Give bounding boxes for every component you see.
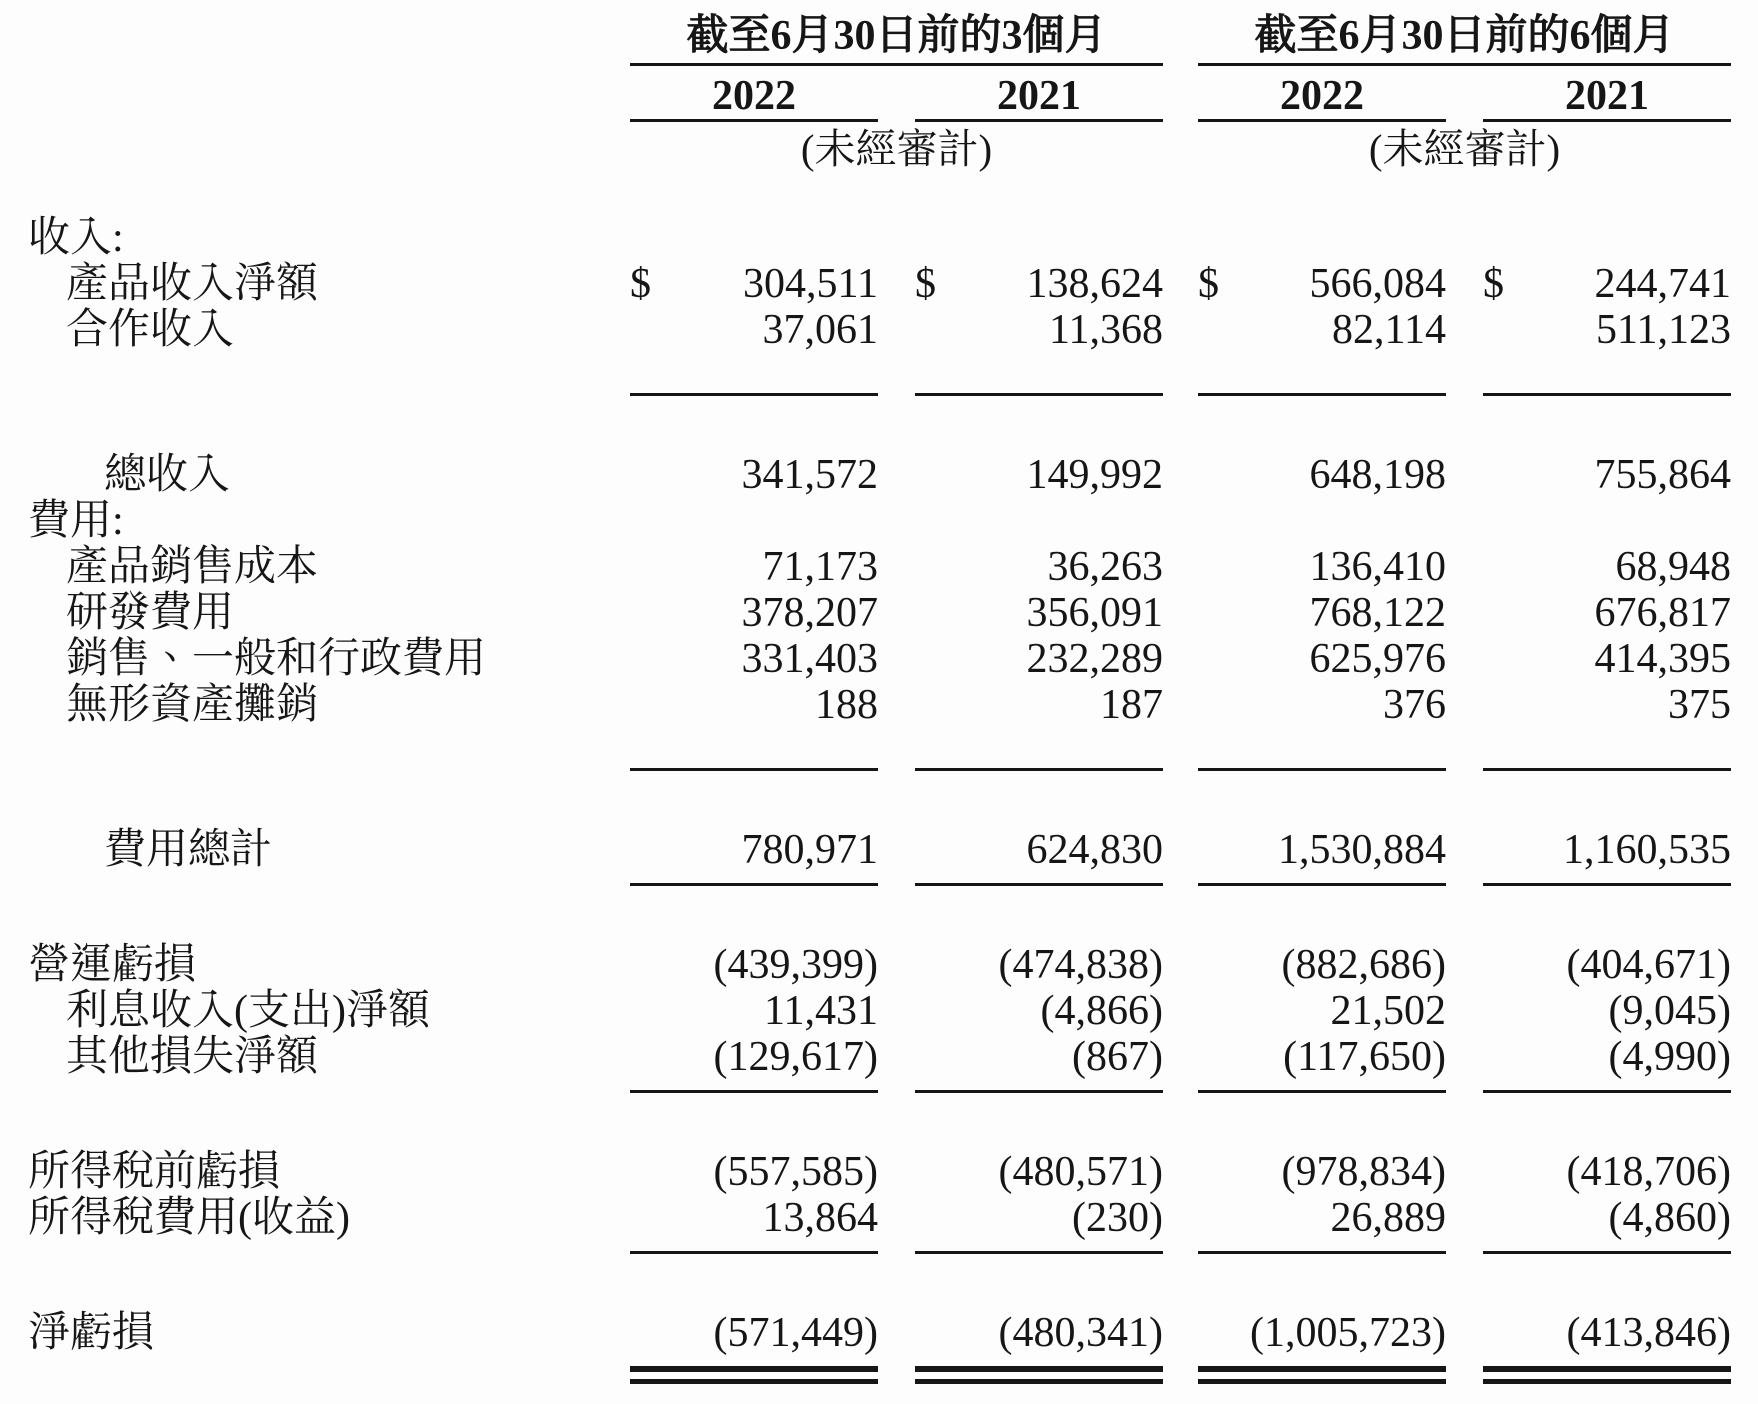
value: (571,449) [713,1310,878,1356]
table-row [28,307,1758,353]
value: 648,198 [1309,452,1446,498]
table-row [28,682,1758,728]
unaudited-note-3m: (未經審計) [800,126,993,172]
table-row [28,942,1758,988]
value-cell [915,1195,1163,1241]
table-row [28,544,1758,590]
value: 375 [1668,682,1731,728]
header-year-row [28,66,1758,122]
value-cell [630,1310,878,1356]
value-cell [1198,307,1446,353]
value-cell [1483,827,1731,873]
single-rule [630,1241,878,1254]
value-cell [1483,942,1731,988]
table-body [28,215,1758,1384]
single-rule [915,353,1163,396]
value-cell [630,1195,878,1241]
value-cell [1198,1149,1446,1195]
value: (557,585) [713,1149,878,1195]
value: 341,572 [741,452,878,498]
row-label: 研發費用 [66,590,235,636]
value-cell [1198,942,1446,988]
value-cell [915,942,1163,988]
value-cell [630,452,878,498]
row-label: 收入: [28,215,124,261]
row-label: 營運虧損 [28,942,197,988]
value: 232,289 [1026,636,1163,682]
row-label: 費用: [28,498,124,544]
value: 625,976 [1309,636,1446,682]
value-cell [1198,827,1446,873]
value: 37,061 [762,307,878,353]
value: (480,341) [998,1310,1163,1356]
single-rule [1198,1241,1446,1254]
value: (1,005,723) [1250,1310,1446,1356]
value-cell [1198,1195,1446,1241]
value: 511,123 [1596,307,1731,353]
table-row [28,1195,1758,1241]
single-rule [915,1080,1163,1093]
value-cell [1198,682,1446,728]
value: 187 [1100,682,1163,728]
period-header-3m: 截至6月30日前的3個月 [630,12,1163,66]
value: (413,846) [1566,1310,1731,1356]
single-rule [1483,728,1731,771]
row-label: 產品收入淨額 [66,261,319,307]
rule-row [28,353,1758,396]
double-rule [630,1366,878,1384]
row-label: 其他損失淨額 [66,1034,319,1080]
double-rule [915,1366,1163,1384]
value-cell [1483,261,1731,307]
value-cell [1198,636,1446,682]
rule-row [28,728,1758,771]
rule-row [28,1356,1758,1384]
table-row [28,215,1758,261]
single-rule [1198,353,1446,396]
value-cell [630,1149,878,1195]
currency-symbol: $ [915,261,936,307]
value-cell [1198,1310,1446,1356]
value: 331,403 [741,636,878,682]
single-rule [1198,873,1446,886]
value-cell [915,827,1163,873]
value: 21,502 [1330,988,1446,1034]
value-cell [915,261,1163,307]
currency-symbol: $ [1483,261,1504,307]
value-cell [1198,590,1446,636]
value-cell [630,261,878,307]
double-rule [1483,1366,1731,1384]
header-group-row [28,12,1758,66]
single-rule [630,873,878,886]
single-rule [1483,353,1731,396]
year-label-3m-2022: 2022 [630,66,878,122]
value-cell [1483,1034,1731,1080]
row-label: 產品銷售成本 [66,544,319,590]
value-cell [1198,544,1446,590]
year-label-3m-2021: 2021 [915,66,1163,122]
value-cell [630,942,878,988]
value: 82,114 [1332,307,1446,353]
value: (4,866) [1040,988,1163,1034]
value: 68,948 [1615,544,1731,590]
row-label: 合作收入 [66,307,235,353]
value: 624,830 [1026,827,1163,873]
rule-row [28,873,1758,886]
single-rule [915,1241,1163,1254]
header-note-row [28,122,1758,172]
value: 36,263 [1047,544,1163,590]
value: 188 [815,682,878,728]
value-cell [1483,452,1731,498]
table-row [28,1034,1758,1080]
value-cell [1483,307,1731,353]
year-label-6m-2022: 2022 [1198,66,1446,122]
value: (4,990) [1608,1034,1731,1080]
table-row [28,590,1758,636]
value: (474,838) [998,942,1163,988]
value-cell [915,590,1163,636]
value: (480,571) [998,1149,1163,1195]
value-cell [915,307,1163,353]
value-cell [1198,452,1446,498]
period-header-6m: 截至6月30日前的6個月 [1198,12,1731,66]
table-row [28,498,1758,544]
value: 676,817 [1594,590,1731,636]
value: 780,971 [741,827,878,873]
value-cell [630,827,878,873]
single-rule [630,353,878,396]
value: (9,045) [1608,988,1731,1034]
single-rule [630,728,878,771]
row-label: 利息收入(支出)淨額 [66,988,430,1034]
table-row [28,988,1758,1034]
value-cell [630,682,878,728]
value-cell [915,1310,1163,1356]
single-rule [1483,1080,1731,1093]
value: 11,368 [1049,307,1163,353]
rule-row [28,1080,1758,1093]
single-rule [1198,1080,1446,1093]
value: (439,399) [713,942,878,988]
table-row [28,452,1758,498]
single-rule [915,873,1163,886]
single-rule [915,728,1163,771]
value-cell [915,1034,1163,1080]
value-cell [915,452,1163,498]
value: (230) [1072,1195,1163,1241]
table-row [28,636,1758,682]
value-cell [630,307,878,353]
table-row [28,1149,1758,1195]
value-cell [1198,1034,1446,1080]
table-row [28,261,1758,307]
currency-symbol: $ [1198,261,1219,307]
value: 376 [1383,682,1446,728]
year-label-6m-2021: 2021 [1483,66,1731,122]
value: 1,530,884 [1278,827,1446,873]
value: 755,864 [1594,452,1731,498]
value-cell [915,682,1163,728]
row-label: 費用總計 [104,827,273,873]
value: 356,091 [1026,590,1163,636]
single-rule [1198,728,1446,771]
value: (117,650) [1283,1034,1446,1080]
value-cell [1198,261,1446,307]
value-cell [1483,636,1731,682]
value-cell [1483,1310,1731,1356]
value-cell [1483,590,1731,636]
table-row [28,1310,1758,1356]
row-label: 淨虧損 [28,1310,155,1356]
value: 304,511 [743,261,878,307]
double-rule [1198,1366,1446,1384]
value: (4,860) [1608,1195,1731,1241]
value-cell [630,1034,878,1080]
value-cell [1483,682,1731,728]
value: (418,706) [1566,1149,1731,1195]
value: 138,624 [1026,261,1163,307]
value-cell [915,988,1163,1034]
row-label: 無形資產攤銷 [66,682,319,728]
value-cell [630,636,878,682]
row-label: 所得稅前虧損 [28,1149,281,1195]
value: (129,617) [713,1034,878,1080]
value-cell [1483,1149,1731,1195]
value: (404,671) [1566,942,1731,988]
value-cell [1483,988,1731,1034]
value-cell [1483,1195,1731,1241]
value: (882,686) [1281,942,1446,988]
value: 26,889 [1330,1195,1446,1241]
value: 768,122 [1309,590,1446,636]
row-label: 總收入 [104,452,231,498]
value: 71,173 [762,544,878,590]
value: 149,992 [1026,452,1163,498]
value: 244,741 [1594,261,1731,307]
value: 378,207 [741,590,878,636]
value-cell [1198,988,1446,1034]
value: 13,864 [762,1195,878,1241]
value: (867) [1072,1034,1163,1080]
value-cell [915,544,1163,590]
currency-symbol: $ [630,261,651,307]
row-label: 所得稅費用(收益) [28,1195,350,1241]
rule-row [28,1241,1758,1254]
unaudited-note-6m: (未經審計) [1368,126,1561,172]
value-cell [915,636,1163,682]
value: 414,395 [1594,636,1731,682]
row-label: 銷售、一般和行政費用 [66,636,487,682]
value-cell [630,544,878,590]
value-cell [630,988,878,1034]
table-row [28,827,1758,873]
single-rule [630,1080,878,1093]
value: (978,834) [1281,1149,1446,1195]
value-cell [915,1149,1163,1195]
value: 136,410 [1309,544,1446,590]
value: 11,431 [764,988,878,1034]
value-cell [1483,544,1731,590]
value: 1,160,535 [1563,827,1731,873]
single-rule [1483,873,1731,886]
value: 566,084 [1309,261,1446,307]
value-cell [630,590,878,636]
single-rule [1483,1241,1731,1254]
